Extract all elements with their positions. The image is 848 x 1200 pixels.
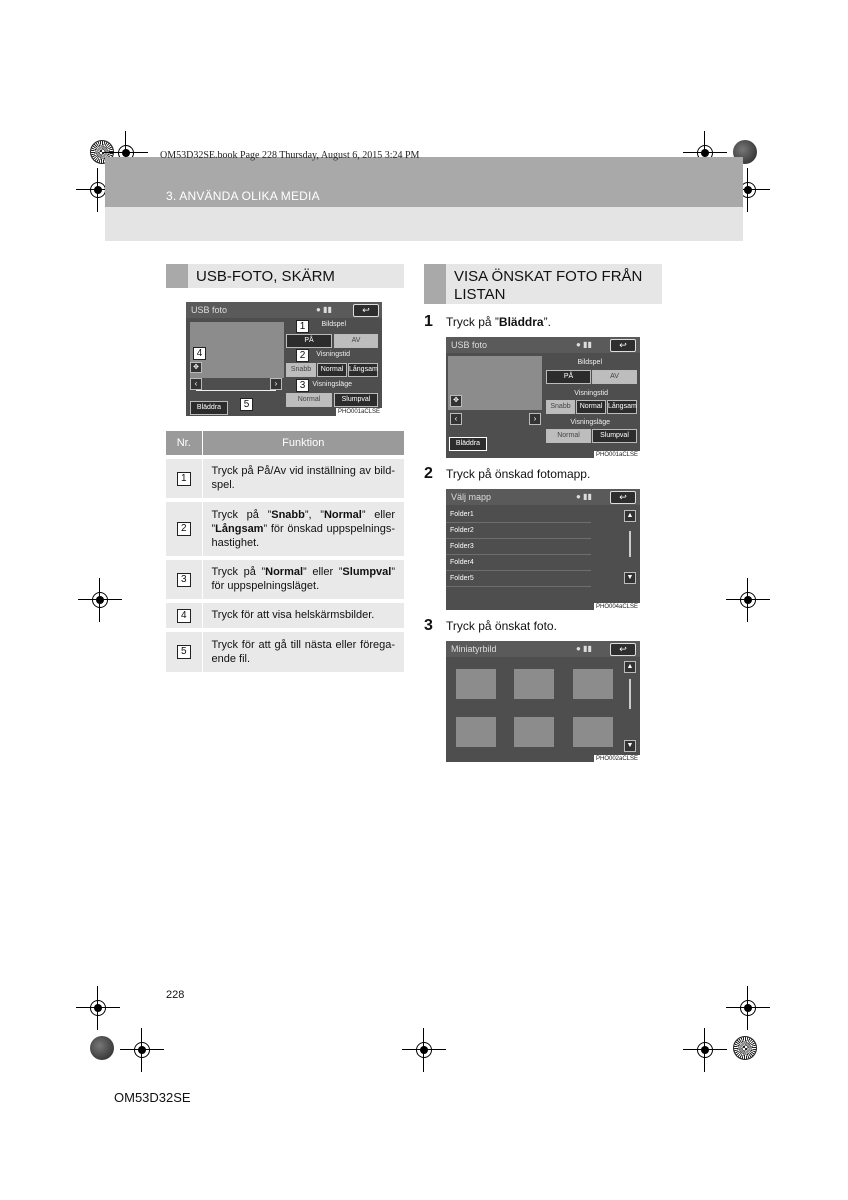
step-1: 1 Tryck på ”Bläddra”. — [424, 313, 551, 330]
mode-random-button[interactable]: Slumpval — [334, 393, 378, 407]
page-number: 228 — [166, 989, 185, 1001]
section-title-usb-photo — [166, 264, 404, 288]
thumbnail[interactable] — [456, 669, 496, 699]
registration-mark — [132, 1040, 152, 1060]
previous-button[interactable]: ‹ — [190, 378, 202, 390]
callout-2: 2 — [296, 349, 309, 362]
browse-button[interactable]: Bläddra — [190, 401, 228, 415]
row-description: Tryck på ”Snabb”, ”Normal” eller ”Långsam” för önskad uppspelnings-hastighet. — [202, 500, 404, 558]
back-button[interactable]: ↩ — [610, 643, 636, 656]
status-icons: ● ▮▮ — [576, 644, 592, 653]
callout-1: 1 — [296, 320, 309, 333]
section-title-show-photo — [424, 264, 662, 304]
row-number: 1 — [177, 472, 191, 486]
thumbnail[interactable] — [514, 717, 554, 747]
color-rosette-bottom-right — [733, 1036, 757, 1060]
section-title-text: VISA ÖNSKAT FOTO FRÅN LISTAN — [454, 268, 643, 303]
speed-normal-button[interactable]: Normal — [317, 363, 347, 377]
chapter-title: 3. ANVÄNDA OLIKA MEDIA — [166, 189, 320, 203]
slideshow-off-button[interactable]: AV — [592, 370, 637, 384]
speed-fast-button[interactable]: Snabb — [546, 400, 575, 414]
scrollbar[interactable] — [629, 679, 631, 709]
image-code: PHO004aCLSE — [596, 604, 639, 610]
thumbnail-screen — [446, 641, 640, 762]
mode-normal-button[interactable]: Normal — [286, 393, 332, 407]
registration-mark — [738, 998, 758, 1018]
table-row — [166, 558, 404, 601]
row-number: 4 — [177, 609, 191, 623]
display-time-label: Visningstid — [574, 390, 608, 397]
status-icons: ● ▮▮ — [576, 492, 592, 501]
slideshow-label: Bildspel — [577, 359, 602, 366]
list-item[interactable]: Folder2 — [446, 523, 591, 539]
slideshow-off-button[interactable]: AV — [334, 334, 378, 348]
registration-mark — [738, 590, 758, 610]
screen-title: USB foto — [451, 340, 488, 350]
mode-normal-button[interactable]: Normal — [546, 429, 591, 443]
back-button[interactable]: ↩ — [610, 339, 636, 352]
speed-fast-button[interactable]: Snabb — [286, 363, 316, 377]
slideshow-on-button[interactable]: PÅ — [546, 370, 591, 384]
table-row — [166, 630, 404, 672]
table-row — [166, 601, 404, 630]
list-item[interactable]: Folder1 — [446, 507, 591, 523]
thumbnail[interactable] — [573, 717, 613, 747]
status-icons: ● ▮▮ — [576, 340, 592, 349]
callout-5: 5 — [240, 398, 253, 411]
column-header-nr: Nr. — [166, 431, 202, 457]
screen-title: Miniatyrbild — [451, 644, 497, 654]
usb-photo-screen-step1 — [446, 337, 640, 458]
mode-random-button[interactable]: Slumpval — [592, 429, 637, 443]
scroll-up-button[interactable]: ▲ — [624, 510, 636, 522]
status-icons: ● ▮▮ — [316, 305, 332, 314]
speed-normal-button[interactable]: Normal — [576, 400, 606, 414]
callout-3: 3 — [296, 379, 309, 392]
color-dot-bottom-left — [90, 1036, 114, 1060]
browse-button[interactable]: Bläddra — [449, 437, 487, 451]
table-row — [166, 500, 404, 558]
screen-title: USB foto — [191, 305, 228, 315]
display-mode-label: Visningsläge — [570, 419, 610, 426]
registration-mark — [695, 1040, 715, 1060]
registration-mark — [90, 590, 110, 610]
speed-slow-button[interactable]: Långsam — [607, 400, 637, 414]
folder-select-screen — [446, 489, 640, 610]
row-number: 5 — [177, 645, 191, 659]
image-code: PHO001aCLSE — [338, 409, 381, 415]
step-2: 2 Tryck på önskad fotomapp. — [424, 465, 591, 482]
scroll-up-button[interactable]: ▲ — [624, 661, 636, 673]
next-button[interactable]: › — [270, 378, 282, 390]
slideshow-on-button[interactable]: PÅ — [286, 334, 332, 348]
table-row — [166, 457, 404, 500]
scroll-down-button[interactable]: ▼ — [624, 572, 636, 584]
list-item[interactable]: Folder3 — [446, 539, 591, 555]
thumbnail[interactable] — [573, 669, 613, 699]
back-button[interactable]: ↩ — [610, 491, 636, 504]
screen-title: Välj mapp — [451, 492, 492, 502]
fullscreen-icon[interactable]: ✥ — [450, 395, 462, 407]
speed-slow-button[interactable]: Långsam — [348, 363, 378, 377]
scrollbar[interactable] — [629, 531, 631, 557]
usb-photo-screen — [186, 302, 382, 416]
display-time-label: Visningstid — [316, 351, 350, 358]
file-info: OM53D32SE.book Page 228 Thursday, August 6, 2015 3:24 PM — [160, 150, 420, 161]
next-button[interactable]: › — [529, 413, 541, 425]
image-code: PHO001aCLSE — [596, 452, 639, 458]
row-description: Tryck på ”Normal” eller ”Slumpval” för uppspelningsläget. — [202, 558, 404, 601]
step-3: 3 Tryck på önskat foto. — [424, 617, 557, 634]
list-item[interactable]: Folder5 — [446, 571, 591, 587]
row-description: Tryck för att gå till nästa eller förega-ende fil. — [202, 630, 404, 672]
function-table — [166, 431, 404, 672]
callout-4: 4 — [193, 347, 206, 360]
photo-preview[interactable] — [448, 356, 542, 410]
display-mode-label: Visningsläge — [312, 381, 352, 388]
scroll-down-button[interactable]: ▼ — [624, 740, 636, 752]
registration-mark — [414, 1040, 434, 1060]
section-title-text: USB-FOTO, SKÄRM — [196, 268, 335, 285]
image-code: PHO002aCLSE — [596, 756, 639, 762]
row-description: Tryck på På/Av vid inställning av bild-spel. — [202, 457, 404, 500]
fullscreen-icon[interactable]: ✥ — [190, 362, 202, 373]
slideshow-label: Bildspel — [321, 321, 346, 328]
row-number: 3 — [177, 573, 191, 587]
thumbnail[interactable] — [456, 717, 496, 747]
document-id: OM53D32SE — [114, 1090, 191, 1105]
thumbnail[interactable] — [514, 669, 554, 699]
row-number: 2 — [177, 522, 191, 536]
registration-mark — [88, 998, 108, 1018]
back-button[interactable]: ↩ — [353, 304, 379, 317]
previous-button[interactable]: ‹ — [450, 413, 462, 425]
row-description: Tryck för att visa helskärmsbilder. — [202, 601, 404, 630]
column-header-function: Funktion — [202, 431, 404, 457]
list-item[interactable]: Folder4 — [446, 555, 591, 571]
